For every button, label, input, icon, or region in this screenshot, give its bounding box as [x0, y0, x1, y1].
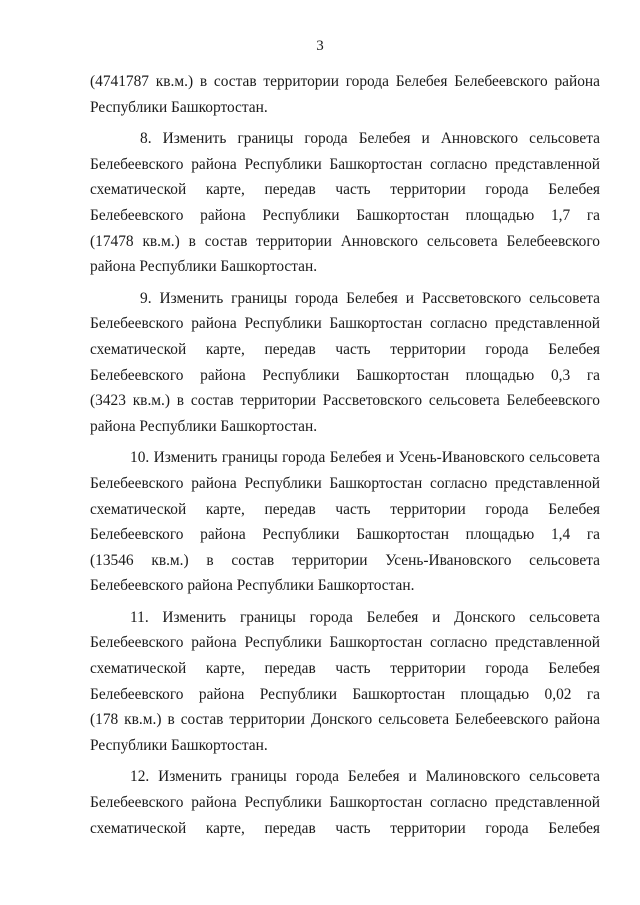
- paragraph-item-10: [90, 445, 600, 599]
- text-line: Белебеевского района Республики Башкортостан согласно представленной: [90, 474, 600, 492]
- text-line: (4741787 кв.м.) в состав территории города Белебея Белебеевского района: [90, 73, 600, 90]
- page-number: 3: [316, 38, 324, 54]
- text-line: (17478 кв.м.) в состав территории Анновского сельсовета Белебеевского: [90, 232, 600, 250]
- text-line: Республики Башкортостан.: [90, 736, 268, 754]
- text-line: района Республики Башкортостан.: [90, 258, 318, 276]
- text-line: Белебеевского района Республики Башкортостан согласно представленной: [90, 794, 600, 812]
- text-line: схематической карте, передав часть территории города Белебея: [90, 500, 600, 518]
- paragraph-item-9: [90, 286, 600, 440]
- paragraph-item-12: [90, 764, 600, 841]
- text-line: 11. Изменить границы города Белебея и Донского сельсовета: [130, 608, 600, 626]
- paragraph-item-11: [90, 605, 600, 759]
- text-line: схематической карте, передав часть территории города Белебея: [90, 819, 600, 837]
- text-line: (3423 кв.м.) в состав территории Рассветовского сельсовета Белебеевского: [90, 392, 600, 410]
- text-line: схематической карте, передав часть территории города Белебея: [90, 340, 600, 358]
- paragraph-continuation: [90, 69, 600, 120]
- text-line: района Республики Башкортостан.: [90, 417, 318, 435]
- text-line: Белебеевского района Республики Башкортостан согласно представленной: [90, 155, 600, 173]
- text-line: Белебеевского района Республики Башкортостан.: [90, 577, 415, 595]
- text-line: Белебеевского района Республики Башкортостан площадью 0,3 га: [90, 366, 600, 384]
- text-line: Белебеевского района Республики Башкортостан согласно представленной: [90, 634, 600, 652]
- text-line: схематической карте, передав часть территории города Белебея: [90, 660, 600, 678]
- text-line: Белебеевского района Республики Башкортостан площадью 1,7 га: [90, 206, 600, 224]
- text-line: схематической карте, передав часть территории города Белебея: [90, 181, 600, 199]
- text-line: 9. Изменить границы города Белебея и Рассветовского сельсовета: [140, 289, 600, 307]
- text-line: Белебеевского района Республики Башкортостан согласно представленной: [90, 315, 600, 333]
- text-line: 12. Изменить границы города Белебея и Малиновского сельсовета: [130, 768, 600, 786]
- text-line: Белебеевского района Республики Башкортостан площадью 1,4 га: [90, 526, 600, 544]
- text-line: 10. Изменить границы города Белебея и Усень-Ивановского сельсовета: [130, 449, 600, 467]
- text-line: (13546 кв.м.) в состав территории Усень-Ивановского сельсовета: [90, 551, 600, 569]
- text-line: Республики Башкортостан.: [90, 98, 268, 116]
- text-line: 8. Изменить границы города Белебея и Анновского сельсовета: [140, 130, 600, 148]
- text-line: (178 кв.м.) в состав территории Донского сельсовета Белебеевского района: [90, 711, 600, 729]
- text-line: Белебеевского района Республики Башкортостан площадью 0,02 га: [90, 685, 600, 703]
- document-body: [90, 69, 600, 847]
- paragraph-item-8: [90, 126, 600, 280]
